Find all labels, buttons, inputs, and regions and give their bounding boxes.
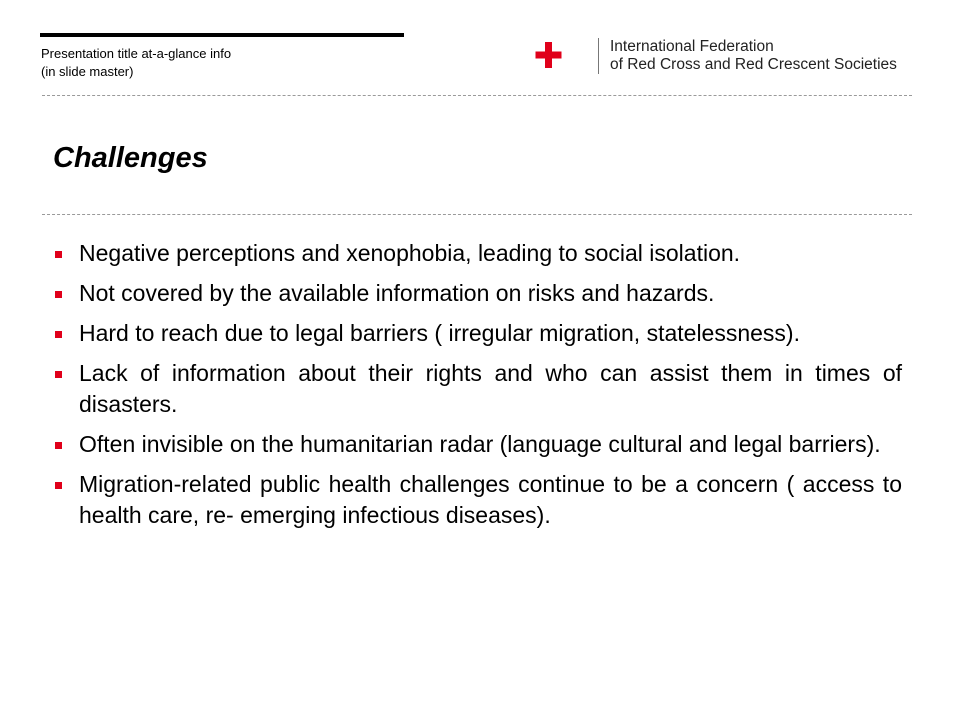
bullet-square-icon bbox=[55, 331, 62, 338]
logo-text-line1: International Federation bbox=[610, 38, 774, 55]
bullet-item bbox=[52, 429, 902, 460]
slide-title: Challenges bbox=[53, 142, 208, 174]
master-info bbox=[41, 45, 231, 81]
bullet-text: Often invisible on the humanitarian radar (language cultural and legal barriers). bbox=[79, 431, 881, 457]
bullet-item bbox=[52, 278, 902, 309]
logo-separator bbox=[598, 38, 599, 74]
master-info-line2: (in slide master) bbox=[41, 64, 134, 79]
bullet-square-icon bbox=[55, 482, 62, 489]
ifrc-logo bbox=[535, 38, 925, 78]
logo-text bbox=[610, 38, 897, 74]
title-divider bbox=[42, 214, 912, 215]
red-cross-icon bbox=[536, 42, 562, 68]
logo-text-line2: of Red Cross and Red Crescent Societies bbox=[610, 56, 897, 73]
bullet-text: Lack of information about their rights and who can assist them in times of disasters. bbox=[79, 360, 902, 417]
bullet-text: Not covered by the available information on risks and hazards. bbox=[79, 280, 715, 306]
bullet-square-icon bbox=[55, 371, 62, 378]
logo-emblems bbox=[535, 38, 595, 74]
bullet-text: Negative perceptions and xenophobia, leading to social isolation. bbox=[79, 240, 741, 266]
bullet-item bbox=[52, 358, 902, 420]
red-crescent-icon bbox=[576, 45, 587, 67]
bullet-square-icon bbox=[55, 442, 62, 449]
header-divider bbox=[42, 95, 912, 96]
bullet-list bbox=[52, 238, 902, 540]
bullet-item bbox=[52, 238, 902, 269]
bullet-item bbox=[52, 318, 902, 349]
bullet-square-icon bbox=[55, 291, 62, 298]
bullet-square-icon bbox=[55, 251, 62, 258]
bullet-text: Hard to reach due to legal barriers ( irregular migration, statelessness). bbox=[79, 320, 800, 346]
header-rule bbox=[40, 33, 404, 37]
bullet-text: Migration-related public health challenges continue to be a concern ( access to health care, re- emerging infectious diseases). bbox=[79, 471, 902, 528]
bullet-item bbox=[52, 469, 902, 531]
master-info-line1: Presentation title at-a-glance info bbox=[41, 46, 232, 61]
